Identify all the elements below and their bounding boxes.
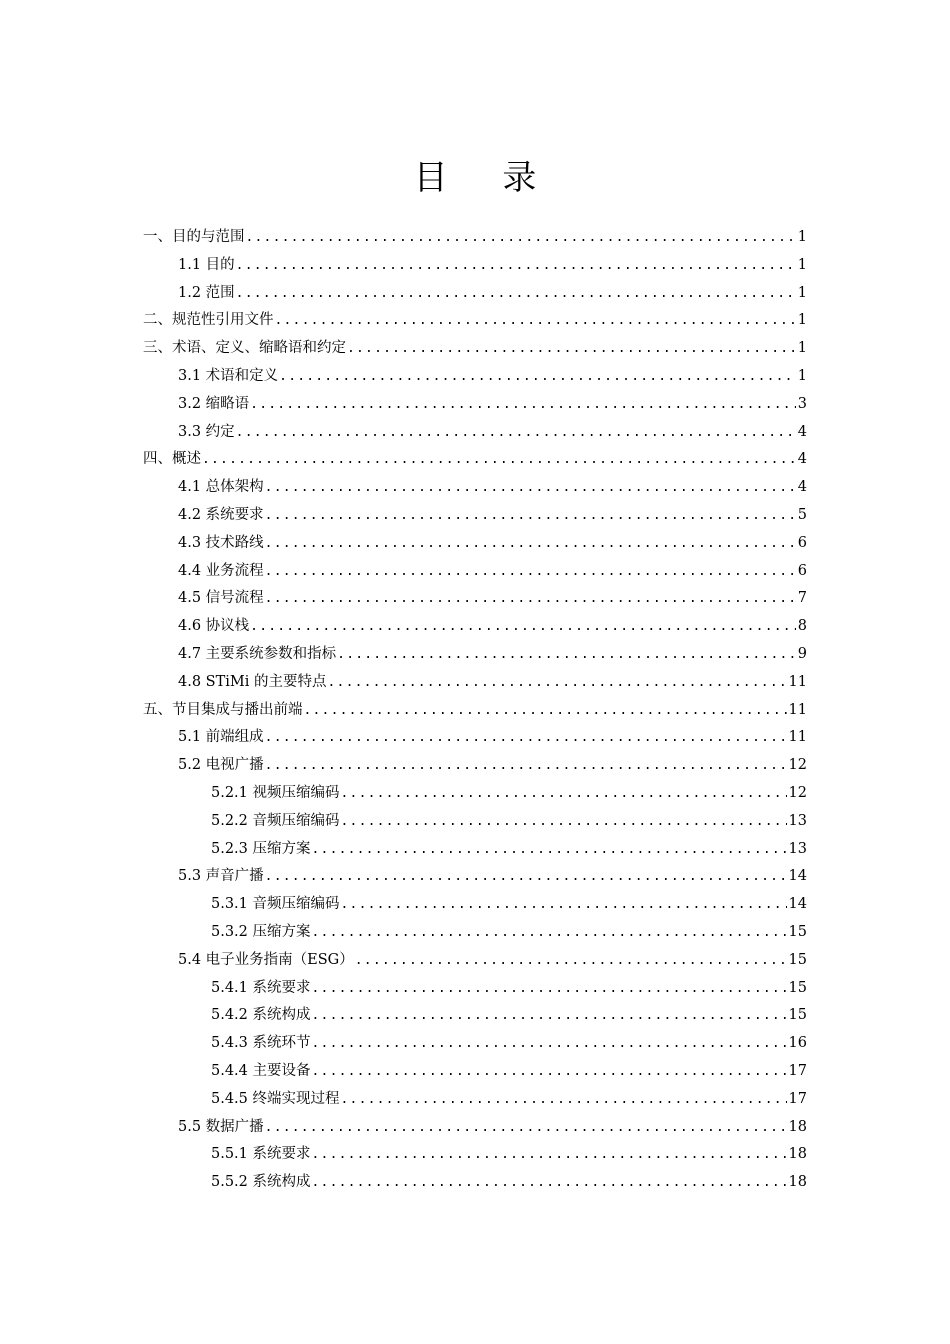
toc-entry[interactable] (0, 391, 950, 419)
toc-dot-leader (236, 280, 796, 308)
toc-entry[interactable] (0, 1058, 950, 1086)
toc-entry-label: 4.8 STiMi 的主要特点 (178, 673, 327, 690)
toc-dot-leader (312, 919, 787, 947)
toc-entry-label: 五、节目集成与播出前端 (143, 701, 303, 718)
toc-entry[interactable] (0, 669, 950, 697)
toc-entry[interactable] (0, 558, 950, 586)
toc-dot-leader (265, 752, 787, 780)
toc-dot-leader (265, 558, 796, 586)
toc-entry[interactable] (0, 975, 950, 1003)
toc-entry[interactable] (0, 307, 950, 335)
toc-entry-page-number: 1 (797, 256, 807, 273)
toc-entry-label: 5.5 数据广播 (178, 1118, 264, 1135)
toc-dot-leader (202, 446, 796, 474)
toc-entry-page-number: 16 (788, 1035, 807, 1052)
toc-entry[interactable] (0, 446, 950, 474)
toc-entry-page-number: 17 (788, 1062, 807, 1079)
toc-dot-leader (265, 585, 796, 613)
toc-entry-page-number: 1 (797, 229, 807, 245)
toc-dot-leader (265, 474, 796, 502)
toc-entry-page-number: 6 (797, 562, 807, 579)
toc-entry[interactable] (0, 1086, 950, 1114)
toc-entry-label: 4.6 协议栈 (178, 618, 250, 635)
toc-entry[interactable] (0, 335, 950, 363)
toc-entry[interactable] (0, 585, 950, 613)
toc-entry-label: 4.2 系统要求 (178, 506, 264, 523)
toc-entry-page-number: 9 (797, 645, 807, 662)
toc-entry-label: 4.1 总体架构 (178, 479, 264, 496)
table-of-contents (0, 224, 950, 1197)
toc-entry-page-number: 5 (797, 506, 807, 523)
toc-entry-label: 5.4.1 系统要求 (211, 979, 311, 996)
toc-entry-page-number: 14 (788, 868, 807, 885)
toc-dot-leader (328, 669, 787, 697)
toc-entry-page-number: 11 (788, 673, 807, 690)
toc-entry-page-number: 13 (788, 840, 807, 857)
toc-dot-leader (341, 808, 787, 836)
toc-dot-leader (250, 613, 796, 641)
toc-entry-page-number: 13 (788, 812, 807, 829)
toc-entry-page-number: 1 (797, 284, 807, 301)
toc-entry-label: 二、规范性引用文件 (143, 312, 274, 329)
toc-entry[interactable] (0, 363, 950, 391)
toc-entry-label: 5.2 电视广播 (178, 757, 264, 774)
toc-dot-leader (337, 641, 796, 669)
toc-entry-label: 5.1 前端组成 (178, 729, 264, 746)
toc-entry-label: 一、目的与范围 (143, 229, 245, 245)
toc-entry-label: 1.1 目的 (178, 256, 235, 273)
toc-entry-label: 5.5.2 系统构成 (211, 1174, 311, 1191)
toc-dot-leader (312, 1002, 787, 1030)
toc-entry-label: 5.2.1 视频压缩编码 (211, 784, 340, 801)
toc-dot-leader (304, 697, 787, 725)
toc-dot-leader (250, 391, 796, 419)
toc-entry-page-number: 1 (797, 340, 807, 357)
page-title: 目 录 (413, 158, 559, 198)
toc-entry[interactable] (0, 697, 950, 725)
toc-entry-page-number: 18 (788, 1118, 807, 1135)
toc-dot-leader (265, 863, 787, 891)
toc-entry-label: 5.4.5 终端实现过程 (211, 1090, 340, 1107)
toc-entry[interactable] (0, 1030, 950, 1058)
toc-entry-label: 5.3 声音广播 (178, 868, 264, 885)
toc-dot-leader (355, 947, 787, 975)
toc-entry-label: 3.1 术语和定义 (178, 367, 279, 384)
toc-entry[interactable] (0, 808, 950, 836)
toc-entry-page-number: 18 (788, 1146, 807, 1163)
toc-entry-page-number: 1 (797, 312, 807, 329)
toc-entry-page-number: 4 (797, 451, 807, 468)
toc-entry-page-number: 11 (788, 729, 807, 746)
toc-entry[interactable] (0, 863, 950, 891)
toc-entry[interactable] (0, 1141, 950, 1169)
toc-dot-leader (341, 780, 787, 808)
toc-dot-leader (265, 502, 796, 530)
toc-entry-page-number: 7 (797, 590, 807, 607)
toc-entry-label: 4.5 信号流程 (178, 590, 264, 607)
toc-dot-leader (312, 1141, 787, 1169)
toc-entry[interactable] (0, 1169, 950, 1197)
toc-entry[interactable] (0, 891, 950, 919)
toc-entry-page-number: 18 (788, 1174, 807, 1191)
toc-entry[interactable] (0, 836, 950, 864)
toc-entry-label: 5.2.2 音频压缩编码 (211, 812, 340, 829)
toc-entry-page-number: 6 (797, 534, 807, 551)
toc-dot-leader (236, 252, 796, 280)
toc-dot-leader (275, 307, 796, 335)
toc-entry-label: 3.2 缩略语 (178, 395, 250, 412)
toc-entry[interactable] (0, 752, 950, 780)
toc-entry-page-number: 15 (788, 923, 807, 940)
toc-entry-label: 5.4 电子业务指南（ESG） (178, 951, 354, 968)
toc-entry-page-number: 3 (797, 395, 807, 412)
toc-dot-leader (279, 363, 796, 391)
toc-entry[interactable] (0, 947, 950, 975)
toc-dot-leader (312, 1058, 787, 1086)
toc-dot-leader (246, 224, 796, 252)
toc-entry-page-number: 4 (797, 423, 807, 440)
toc-entry[interactable] (0, 780, 950, 808)
toc-dot-leader (265, 530, 796, 558)
toc-entry-page-number: 14 (788, 896, 807, 913)
toc-entry-label: 5.4.2 系统构成 (211, 1007, 311, 1024)
toc-entry-page-number: 15 (788, 1007, 807, 1024)
toc-entry-page-number: 4 (797, 479, 807, 496)
toc-entry-label: 4.3 技术路线 (178, 534, 264, 551)
toc-entry[interactable] (0, 502, 950, 530)
toc-entry[interactable] (0, 224, 950, 252)
toc-dot-leader (236, 419, 796, 447)
toc-entry-label: 5.2.3 压缩方案 (211, 840, 311, 857)
toc-entry-page-number: 11 (788, 701, 807, 718)
toc-entry[interactable] (0, 724, 950, 752)
toc-entry[interactable] (0, 613, 950, 641)
toc-entry-page-number: 15 (788, 979, 807, 996)
toc-entry-page-number: 17 (788, 1090, 807, 1107)
toc-entry-label: 3.3 约定 (178, 423, 235, 440)
toc-dot-leader (312, 1030, 787, 1058)
toc-dot-leader (341, 891, 787, 919)
toc-entry[interactable] (0, 641, 950, 669)
toc-entry-label: 1.2 范围 (178, 284, 235, 301)
toc-entry-page-number: 8 (797, 618, 807, 635)
toc-entry-page-number: 15 (788, 951, 807, 968)
toc-entry-label: 4.4 业务流程 (178, 562, 264, 579)
toc-entry[interactable] (0, 419, 950, 447)
toc-entry[interactable] (0, 919, 950, 947)
toc-entry-label: 四、概述 (143, 451, 201, 468)
toc-dot-leader (312, 1169, 787, 1197)
toc-entry-page-number: 12 (788, 784, 807, 801)
toc-entry[interactable] (0, 474, 950, 502)
toc-dot-leader (265, 724, 787, 752)
toc-dot-leader (312, 836, 787, 864)
toc-entry[interactable] (0, 280, 950, 308)
toc-entry-label: 4.7 主要系统参数和指标 (178, 645, 337, 662)
toc-dot-leader (341, 1086, 787, 1114)
toc-dot-leader (265, 1114, 787, 1142)
toc-entry[interactable] (0, 530, 950, 558)
toc-dot-leader (347, 335, 796, 363)
toc-entry-page-number: 12 (788, 757, 807, 774)
toc-entry-page-number: 1 (797, 367, 807, 384)
toc-entry-label: 5.3.1 音频压缩编码 (211, 896, 340, 913)
toc-entry-label: 5.4.3 系统环节 (211, 1035, 311, 1052)
toc-entry[interactable] (0, 252, 950, 280)
toc-entry[interactable] (0, 1114, 950, 1142)
toc-entry-label: 5.3.2 压缩方案 (211, 923, 311, 940)
toc-entry-label: 三、术语、定义、缩略语和约定 (143, 340, 346, 357)
toc-entry[interactable] (0, 1002, 950, 1030)
toc-entry-label: 5.4.4 主要设备 (211, 1062, 311, 1079)
toc-entry-label: 5.5.1 系统要求 (211, 1146, 311, 1163)
toc-dot-leader (312, 975, 787, 1003)
